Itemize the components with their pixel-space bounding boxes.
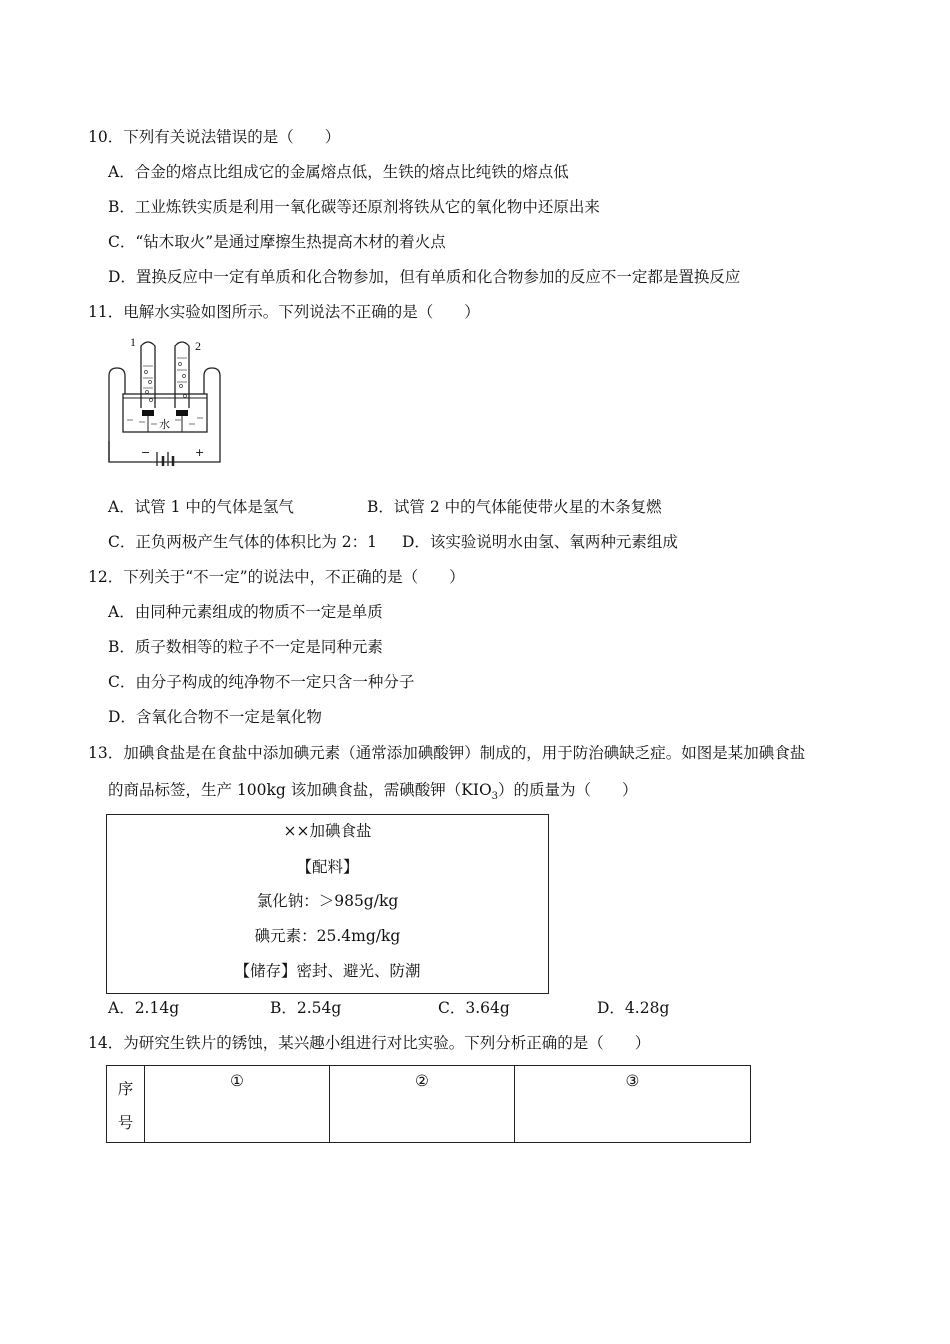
label-ingredients-heading: 【配料】 [296,858,359,876]
q13-stem-line1: 13．加碘食盐是在食盐中添加碘元素（通常添加碘酸钾）制成的，用于防治碘缺乏症。如图是某加碘食盐 [88,744,806,762]
q13-stem-line2: 的商品标签，生产 100kg 该加碘食盐，需碘酸钾$(KIO_3)$的质量为（ ） [108,781,638,803]
q11-option-c: C．正负两极产生气体的体积比为 2：1 [108,533,378,551]
label-storage: 【储存】密封、避光、防潮 [234,962,421,980]
q10-option-a: A．合金的熔点比组成它的金属熔点低，生铁的熔点比纯铁的熔点低 [108,163,569,181]
plus-label: + [195,446,205,459]
tube1-label: 1 [130,336,136,349]
q12-stem: 12．下列关于“不一定”的说法中，不正确的是（ ） [88,568,465,586]
label-nacl: 氯化钠：＞985g/kg [256,892,399,910]
salt-product-label [106,814,549,994]
q13-option-b: B．2.54g [270,999,342,1017]
table-col-3: ③ [515,1066,751,1143]
table-col-1: ① [145,1066,330,1143]
q13-option-c: C．3.64g [438,999,510,1017]
tube2-label: 2 [195,339,201,353]
minus-label: − [141,446,151,459]
q12-option-d: D．含氧化合物不一定是氧化物 [108,708,322,726]
q12-option-b: B．质子数相等的粒子不一定是同种元素 [108,638,383,656]
q10-stem: 10．下列有关说法错误的是（ ） [88,128,341,146]
q11-option-b: B．试管 2 中的气体能使带火星的木条复燃 [367,498,662,516]
water-label: 水 [159,418,170,431]
table-col-2: ② [330,1066,515,1143]
q14-table [106,1065,751,1143]
q12-option-a: A．由同种元素组成的物质不一定是单质 [108,603,383,621]
label-title: ××加碘食盐 [283,822,372,840]
q11-option-d: D．该实验说明水由氢、氧两种元素组成 [402,533,678,551]
table-header-seq: 序 号 [107,1066,145,1143]
q10-option-b: B．工业炼铁实质是利用一氧化碳等还原剂将铁从它的氧化物中还原出来 [108,198,600,216]
q11-stem: 11．电解水实验如图所示。下列说法不正确的是（ ） [88,303,480,321]
electrolysis-diagram [105,336,225,466]
q13-option-d: D．4.28g [597,999,670,1017]
label-iodine: 碘元素：25.4mg/kg [254,927,401,945]
q10-option-c: C．“钻木取火”是通过摩擦生热提高木材的着火点 [108,233,446,251]
q11-option-a: A．试管 1 中的气体是氢气 [108,498,294,516]
q12-option-c: C．由分子构成的纯净物不一定只含一种分子 [108,673,415,691]
q10-option-d: D．置换反应中一定有单质和化合物参加，但有单质和化合物参加的反应不一定都是置换反应 [108,268,741,286]
q13-option-a: A．2.14g [108,999,180,1017]
q14-stem: 14．为研究生铁片的锈蚀，某兴趣小组进行对比实验。下列分析正确的是（ ） [88,1034,651,1052]
